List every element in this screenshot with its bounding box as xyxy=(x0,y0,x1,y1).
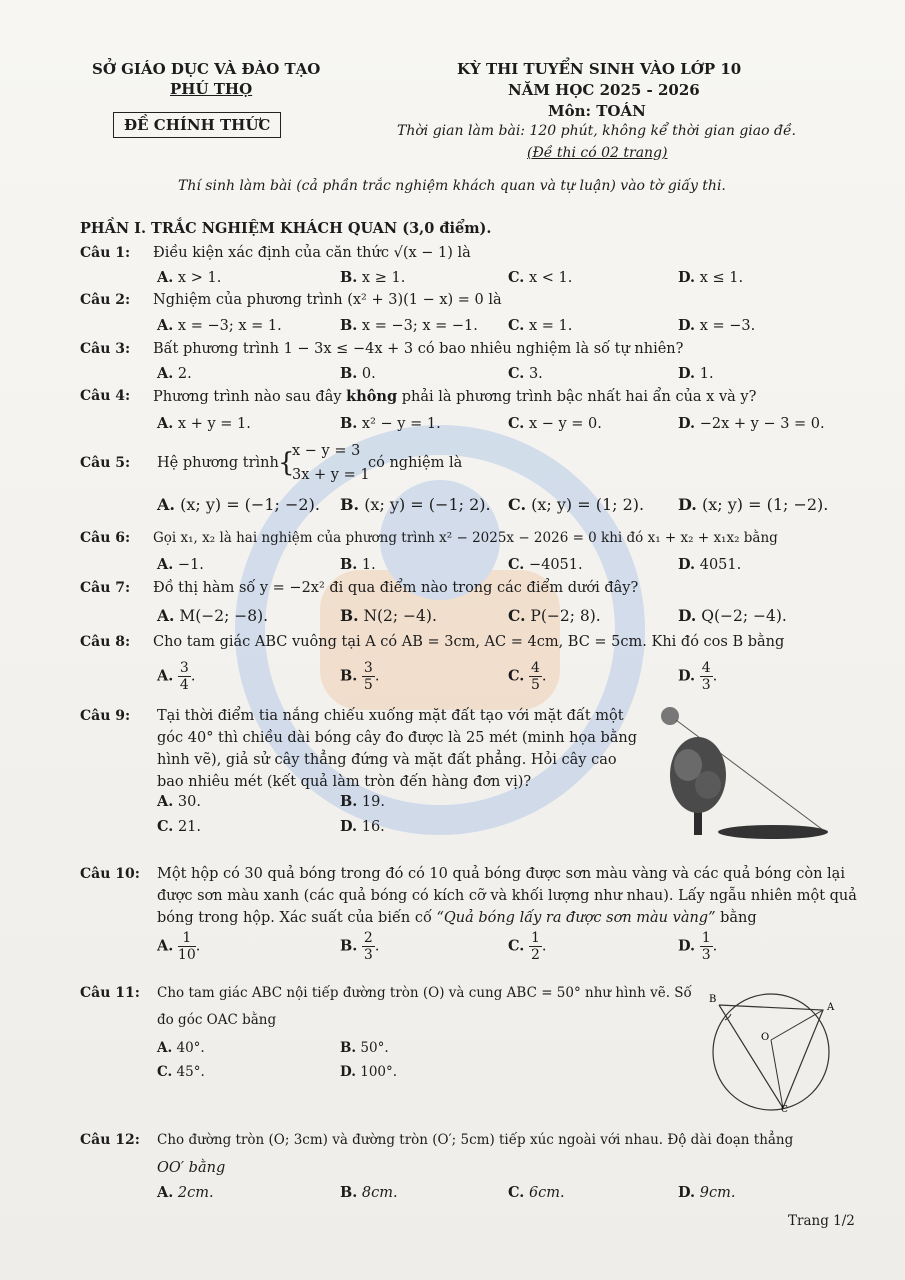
q1-option-d: D. x ≤ 1. xyxy=(678,269,744,286)
q5-label: Câu 5: xyxy=(80,455,131,471)
q3-text: Bất phương trình 1 − 3x ≤ −4x + 3 có bao nhiêu nghiệm là số tự nhiên? xyxy=(153,341,684,357)
q2-label: Câu 2: xyxy=(80,292,131,308)
q2-option-b: B. x = −3; x = −1. xyxy=(340,317,478,334)
q10-option-a: A. $\frac{1}{10}$ . xyxy=(157,930,201,963)
q7-option-a: A. M(−2; −8). xyxy=(157,606,269,625)
circumcircle xyxy=(713,994,829,1110)
q10-option-d: D. $\frac{1}{3}$ . xyxy=(678,930,718,963)
q2-option-d: D. x = −3. xyxy=(678,317,756,334)
q1-label: Câu 1: xyxy=(80,245,131,261)
q12-label: Câu 12: xyxy=(80,1132,140,1148)
q3-option-b: B. 0. xyxy=(340,365,376,382)
q6-option-a: A. −1. xyxy=(157,556,204,573)
q12-text: Cho đường tròn (O; 3cm) và đường tròn (O′; 5cm) tiếp xúc ngoài với nhau. Độ dài đoạn thẳng xyxy=(157,1132,794,1148)
q8-label: Câu 8: xyxy=(80,634,131,650)
q1-option-c: C. x < 1. xyxy=(508,269,573,286)
q4-option-c: C. x − y = 0. xyxy=(508,415,602,432)
q6-option-d: D. 4051. xyxy=(678,556,742,573)
page-number: Trang 1/2 xyxy=(788,1213,855,1229)
q3-option-d: D. 1. xyxy=(678,365,714,382)
q10-text: Một hộp có 30 quả bóng trong đó có 10 quả bóng được sơn màu vàng và các quả bóng còn lại được sơn màu xanh (các quả bóng có kích cỡ và khối lượng như nhau). Lấy ngẫu nhiên một quả bóng trong hộp. Xác suất của biến cố “Quả bóng lấy ra được sơn màu vàng” bằng xyxy=(157,866,857,926)
q11-option-b: B. 50°. xyxy=(340,1040,389,1056)
q4-option-a: A. x + y = 1. xyxy=(157,415,251,432)
label-b: B xyxy=(709,994,717,1005)
q5-brace: { xyxy=(278,448,295,478)
q9-label: Câu 9: xyxy=(80,708,131,724)
q11-option-d: D. 100°. xyxy=(340,1064,398,1080)
label-o: O xyxy=(761,1032,770,1043)
q3-option-a: A. 2. xyxy=(157,365,192,382)
q9-text: Tại thời điểm tia nắng chiếu xuống mặt đất tạo với mặt đất một góc 40° thì chiều dài bóng cây đo được là 25 mét (minh họa bằng hình vẽ), giả sử cây thẳng đứng và mặt đất phẳng. Hỏi cây cao bao nhiêu mét (kết quả làm tròn đến hàng đơn vị)? xyxy=(157,708,638,790)
instruction: Thí sinh làm bài (cả phần trắc nghiệm khách quan và tự luận) vào tờ giấy thi. xyxy=(178,178,726,194)
q1-text: Điều kiện xác định của căn thức √(x − 1) là xyxy=(153,245,471,261)
q5-option-a: A. (x; y) = (−1; −2). xyxy=(157,495,320,514)
sun-icon xyxy=(661,707,679,725)
q3-label: Câu 3: xyxy=(80,341,131,357)
q11-option-a: A. 40°. xyxy=(157,1040,205,1056)
q9-option-d: D. 16. xyxy=(340,818,385,835)
q5-option-d: D. (x; y) = (1; −2). xyxy=(678,495,829,514)
q11-option-c: C. 45°. xyxy=(157,1064,205,1080)
q1-option-b: B. x ≥ 1. xyxy=(340,269,406,286)
exam-title: KỲ THI TUYỂN SINH VÀO LỚP 10 xyxy=(457,60,742,78)
q6-label: Câu 6: xyxy=(80,530,131,546)
q8-option-c: C. $\frac{4}{5}$ . xyxy=(508,660,547,693)
exam-subject: Môn: TOÁN xyxy=(548,102,646,120)
q8-option-a: A. $\frac{3}{4}$ . xyxy=(157,660,196,693)
q11-text: Cho tam giác ABC nội tiếp đường tròn (O) và cung ABC = 50° như hình vẽ. Số xyxy=(157,985,692,1001)
label-c: C xyxy=(781,1105,788,1113)
q10-label: Câu 10: xyxy=(80,866,140,882)
q12-option-d: D. 9cm. xyxy=(678,1184,736,1201)
q10-option-b: B. $\frac{2}{3}$ . xyxy=(340,930,380,963)
q8-text: Cho tam giác ABC vuông tại A có AB = 3cm, AC = 4cm, BC = 5cm. Khi đó cos B bằng xyxy=(153,634,785,650)
q12-text2: OO′ bằng xyxy=(157,1160,226,1176)
q7-option-b: B. N(2; −4). xyxy=(340,606,437,625)
circle-triangle-figure xyxy=(695,988,845,1113)
q1-option-a: A. x > 1. xyxy=(157,269,222,286)
q8-option-b: B. $\frac{3}{5}$ . xyxy=(340,660,380,693)
q5-eq1: x − y = 3 xyxy=(292,443,361,459)
q12-option-c: C. 6cm. xyxy=(508,1184,565,1201)
q7-option-d: D. Q(−2; −4). xyxy=(678,606,787,625)
header-dept: SỞ GIÁO DỤC VÀ ĐÀO TẠO xyxy=(92,60,321,78)
tree-shadow xyxy=(718,825,828,839)
q4-text: Phương trình nào sau đây không phải là phương trình bậc nhất hai ẩn của x và y? xyxy=(153,388,757,405)
q5-tail: có nghiệm là xyxy=(368,455,463,471)
q4-option-d: D. −2x + y − 3 = 0. xyxy=(678,415,825,432)
q11-label: Câu 11: xyxy=(80,985,140,1001)
q8-option-d: D. $\frac{4}{3}$ . xyxy=(678,660,718,693)
q2-option-a: A. x = −3; x = 1. xyxy=(157,317,282,334)
q2-option-c: C. x = 1. xyxy=(508,317,573,334)
q12-option-a: A. 2cm. xyxy=(157,1184,214,1201)
q6-option-c: C. −4051. xyxy=(508,556,583,573)
exam-time: Thời gian làm bài: 120 phút, không kể thời gian giao đề. xyxy=(397,123,797,139)
q5-eq2: 3x + y = 1 xyxy=(292,467,370,483)
q7-label: Câu 7: xyxy=(80,580,131,596)
q4-label: Câu 4: xyxy=(80,388,131,404)
q6-text: Gọi x₁, x₂ là hai nghiệm của phương trình x² − 2025x − 2026 = 0 khi đó x₁ + x₂ + x₁x₂ bằng xyxy=(153,530,778,546)
q5-option-c: C. (x; y) = (1; 2). xyxy=(508,495,645,514)
tree-shadow-figure xyxy=(648,700,833,850)
label-a: A xyxy=(827,1002,835,1013)
official-stamp: ĐỀ CHÍNH THỨC xyxy=(113,112,281,138)
q10-option-c: C. $\frac{1}{2}$ . xyxy=(508,930,547,963)
q5-option-b: B. (x; y) = (−1; 2). xyxy=(340,495,491,514)
q7-text: Đồ thị hàm số y = −2x² đi qua điểm nào trong các điểm dưới đây? xyxy=(153,580,639,596)
q9-option-c: C. 21. xyxy=(157,818,202,835)
q7-option-c: C. P(−2; 8). xyxy=(508,606,601,625)
exam-pages: (Đề thi có 02 trang) xyxy=(527,145,668,161)
header-province: PHÚ THỌ xyxy=(170,80,253,98)
q4-option-b: B. x² − y = 1. xyxy=(340,415,441,432)
q11-text2: đo góc OAC bằng xyxy=(157,1012,277,1028)
q5-text: Hệ phương trình xyxy=(157,455,279,471)
q3-option-c: C. 3. xyxy=(508,365,543,382)
q6-option-b: B. 1. xyxy=(340,556,376,573)
q12-option-b: B. 8cm. xyxy=(340,1184,398,1201)
exam-year: NĂM HỌC 2025 - 2026 xyxy=(508,81,700,99)
q9-option-b: B. 19. xyxy=(340,793,385,810)
triangle-abc xyxy=(719,1005,823,1108)
q9-option-a: A. 30. xyxy=(157,793,201,810)
q2-text: Nghiệm của phương trình (x² + 3)(1 − x) = 0 là xyxy=(153,292,502,308)
section-title: PHẦN I. TRẮC NGHIỆM KHÁCH QUAN (3,0 điểm). xyxy=(80,220,492,237)
